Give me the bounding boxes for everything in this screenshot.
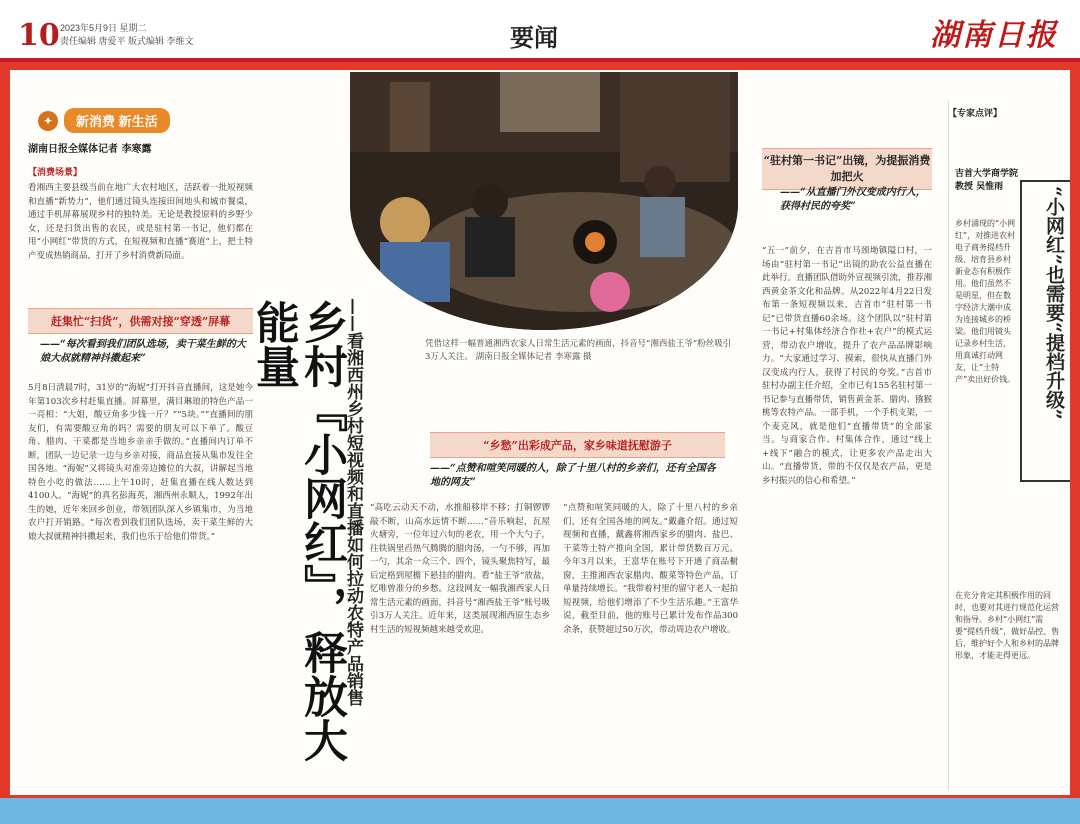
footer-strip bbox=[0, 798, 1080, 824]
article-page bbox=[10, 70, 1070, 795]
date-info bbox=[60, 22, 194, 48]
feature-photo bbox=[350, 72, 738, 330]
editor-line: 责任编辑 唐爱平 版式编辑 李维文 bbox=[60, 36, 194, 46]
badge-label: 新消费 新生活 bbox=[64, 108, 170, 133]
newspaper-masthead bbox=[0, 0, 1080, 58]
body-paragraph-2: “高吃云动天不动，水推船移岸不移；打铜锣锣敲不断，山高水远情不断……”音乐响起，瓦屋火塘旁，一位年过六旬的老农，用一个大勺子，往铁锅里舀热气腾腾的腊肉汤，一勺不够，再加一勺，其余一众三个、四个，镜头聚焦特写，最后定格到屋檐下悬挂的腊肉。看“盐王爷”放盐，忆唯曾准分的乡愁。这段网友一幅我湘西家人日常生活元素的画面，抖音号“湘西盐王爷”账号吸引3万人关注。近年来，这类展现湘西原生态乡村生活的短视频越来越受欢迎。 bbox=[370, 503, 550, 635]
topic-badge bbox=[38, 108, 170, 133]
byline: 湖南日报全媒体记者 李寒露 bbox=[28, 144, 152, 155]
section-quote-3: ——“从直播门外汉变成内行人，获得村民的夸奖” bbox=[780, 187, 926, 212]
section-title: 要闻 bbox=[510, 23, 558, 52]
scene-tag: 【消费场景】 bbox=[28, 168, 83, 178]
body-paragraph-4: “五一”前夕，在吉首市马颈坳镇隘口村，一场由“驻村第一书记”出镜的助农公益直播在此举行。直播团队借助外宣视频引流，推荐湘西黄金茶文化和品牌。从2022年4月22日发布第一条短视频以来，吉首市“驻村第一书记”已带货直播60余场。这个团队以“驻村第一书记+村集体经济合作社+农户”的模式运营，带动农户增收，提升了农产品品牌影响力。“大家通过学习、摸索，很快从直播门外汉变成内行人，获得了村民的夸奖。”吉首市驻村办副主任介绍，全市已有155名驻村第一书记参与直播带货，销售黄金茶、腊肉、猕猴桃等农特产品。一部手机，一个手机支架，一个麦克风，就是他们“直播带货”的全部家当。与商家合作、村集体合作，通过“线上+线下”融合的模式，让更多农产品走出大山。“直播带货，带的不仅仅是农产品，更是乡村振兴的信心和希望。” bbox=[762, 246, 932, 486]
body-paragraph-1: 5月8日清晨7时，31岁的“海妮”打开抖音直播间，这是她今年第103次乡村赶集直播。屏幕里，满目琳琅的特色产品一一亮相：“大姐，酸豆角多少钱一斤？”“5块。”“直播间的朋友们，有需要酸豆角的吗？需要的朋友可以下单了。酸豆角、腊肉、干菜都是当地乡亲亲手做的。”直播间内订单不断，团队一边记录一边与乡亲对接，商品直接从集市发往全国各地。“海妮”又将镜头对准旁边摊位的大叔，讲解起当地特色小吃的做法……上午10时，赶集直播在线人数达到4100人。“海妮”的真名彭海英，湘西州永顺人，1992年出生的她，近年来回乡创业，带领团队深入乡镇集市，为当地农户打开销路。“每次看到我们团队选场，卖干菜生鲜的大娘大叔就精神抖擞起来，我们也乐于给他们带货。” bbox=[28, 383, 253, 542]
section-band-1: 赶集忙“扫货”，供需对接“穿透”屏幕 bbox=[28, 308, 253, 334]
page-number: 10 bbox=[18, 18, 60, 53]
main-headline: 乡村『小网红』，释放大能量 bbox=[248, 300, 347, 762]
expert-title-name: 教授 吴惟雨 bbox=[955, 182, 1004, 192]
section-quote-1: ——“每次看到我们团队选场，卖干菜生鲜的大娘大叔就精神抖擞起来” bbox=[40, 339, 246, 364]
section-quote-2: ——“点赞和喧笑同暖的人，除了十里八村的乡亲们，还有全国各地的网友” bbox=[430, 463, 716, 488]
section-band-2: “乡愁”出彩成产品，家乡味道抚慰游子 bbox=[430, 432, 725, 458]
expert-affiliation: 吉首大学商学院 bbox=[955, 169, 1019, 179]
sub-headline: ——看湘西州乡村短视频和直播如何拉动农特产品销售 bbox=[343, 298, 363, 706]
expert-name bbox=[955, 168, 1018, 194]
expert-body-a: 乡村涌现的“小网红”，对推进农村电子商务提档升级、培育县乡村新业态有积极作用。他们虽然不是明星，但在数字经济大潮中成为连接城乡的桥梁。他们用镜头记录乡村生活，用真诚打动网友，让“土特产”卖出好价钱。 bbox=[955, 219, 1016, 384]
date-line: 2023年5月9日 星期二 bbox=[60, 23, 147, 33]
cart-icon: ✦ bbox=[38, 111, 58, 131]
article-frame bbox=[0, 62, 1080, 824]
village-kitchen-image bbox=[350, 72, 738, 330]
expert-headline: “小网红”也需要“提档升级” bbox=[1020, 180, 1070, 482]
section-band-3: “驻村第一书记”出镜，为提振消费加把火 bbox=[762, 148, 932, 190]
intro-paragraph: 看湘西主要县级当前在地广大农村地区，活跃着一批短视频和直播“新势力”，他们通过镜头连接田间地头和城市餐桌，通过手机屏幕展现乡村的独特美。无论是教授原料的乡野少女，还是扫货出售的农民，或是驻村第一书记，他们都在用“小网红”带货的方式，在短视频和直播“赛道”上，把土特产变成热销商品，打开了乡村消费新局面。 bbox=[28, 183, 253, 261]
photo-caption: 凭借这样一幅普通湘西农家人日常生活元素的画面，抖音号“湘西盐王爷”粉丝吸引3万人关注。 湖南日报全媒体记者 李寒露 摄 bbox=[425, 339, 732, 362]
expert-tag: 【专家点评】 bbox=[948, 109, 1003, 119]
body-paragraph-3: “点赞和喧笑同暖的人，除了十里八村的乡亲们，还有全国各地的网友。”戴鑫介绍。通过短视频和直播，戴鑫将湘西家乡的腊肉、盐巴、干菜等土特产推向全国，累计带货数百万元。今年3月以来，王富华在账号下开通了商品橱窗，主推湘西农家腊肉、酸菜等特色产品，订单量持续增长。“我带着村里的留守老人一起拍短视频，给他们增添了不少生活乐趣。”王富华说，截至目前，他的账号已累计发布作品300余条，获赞超过50万次，带动周边农户增收。 bbox=[563, 503, 738, 635]
expert-body-b: 在充分肯定其积极作用的同时，也要对其进行规范化运营和指导。乡村“小网红”需要“提档升级”，做好品控、售后，维护好个人和乡村的品牌形象，才能走得更远。 bbox=[955, 591, 1060, 660]
newspaper-logo: 湖南日报 bbox=[930, 18, 1058, 53]
